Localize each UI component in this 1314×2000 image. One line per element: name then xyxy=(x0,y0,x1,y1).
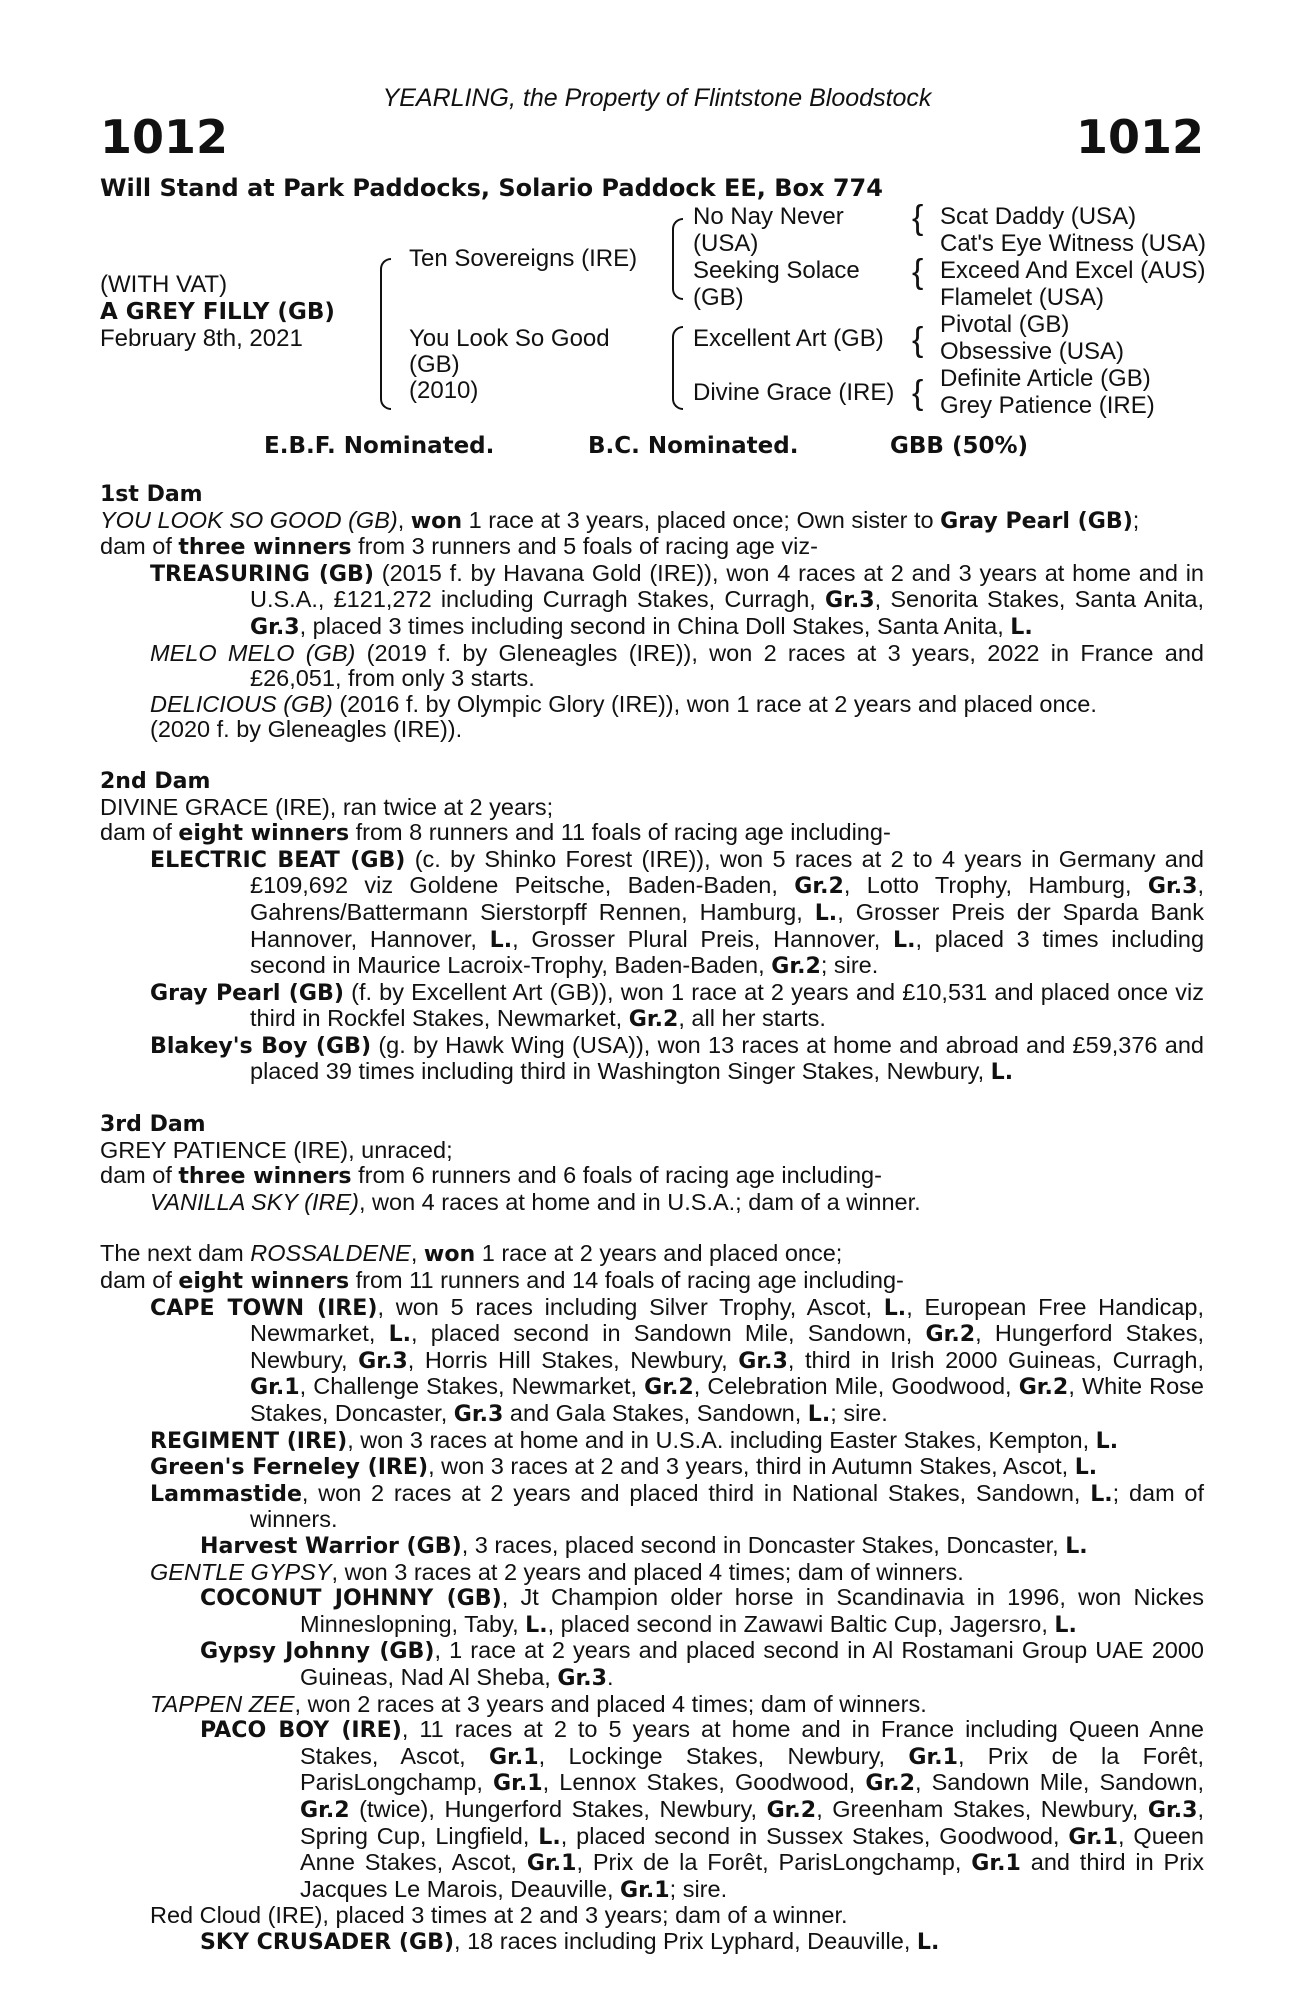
first-dam-produce-summary: dam of three winners from 3 runners and 5 foals of racing age viz- xyxy=(100,533,818,561)
produce-entry: PACO BOY (IRE), 11 races at 2 to 5 years at home and in France including Queen Anne Stakes, Ascot, Gr.1, Lockinge Stakes, Newbury, Gr.1, Prix de la Forêt, ParisLongchamp, Gr.1, Lennox Stakes, Goodwood, Gr.2, Sandown Mile, Sandown, Gr.2 (twice), Hungerford Stakes, Newbury, Gr.2, Greenham Stakes, Newbury, Gr.3, Spring Cup, Lingfield, L., placed second in Sussex Stakes, Goodwood, Gr.1, Queen Anne Stakes, Ascot, Gr.1, Prix de la Forêt, ParisLongchamp, Gr.1 and third in Prix Jacques Le Marois, Deauville, Gr.1; sire. xyxy=(200,1716,1205,1903)
dam-sire-sire: Pivotal (GB) xyxy=(940,311,1070,338)
produce-entry: SKY CRUSADER (GB), 18 races including Prix Lyphard, Deauville, L. xyxy=(200,1927,940,1955)
pedigree-brace-main xyxy=(380,258,391,410)
pedigree-brace-sire xyxy=(672,218,683,300)
produce-entry: Gray Pearl (GB) (f. by Excellent Art (GB)), won 1 race at 2 years and £10,531 and placed once viz third in Rockfel Stakes, Newmarket, Gr.2, all her starts. xyxy=(150,978,1204,1033)
horse-name: A GREY FILLY (GB) xyxy=(100,299,335,325)
produce-entry: DELICIOUS (GB) (2016 f. by Olympic Glory (IRE)), won 1 race at 2 years and placed once. xyxy=(150,690,1097,717)
produce-entry: GENTLE GYPSY, won 3 races at 2 years and placed 4 times; dam of winners. xyxy=(150,1558,964,1585)
produce-entry: Harvest Warrior (GB), 3 races, placed second in Doncaster Stakes, Doncaster, L. xyxy=(200,1531,1088,1559)
third-dam-produce-summary: dam of three winners from 6 runners and 6 foals of racing age including- xyxy=(100,1162,882,1190)
next-dam-line: The next dam ROSSALDENE, won 1 race at 2 years and placed once; xyxy=(100,1240,843,1268)
catalogue-body xyxy=(100,482,1204,1955)
third-dam-heading: 3rd Dam xyxy=(100,1112,206,1138)
brace-g3-2: { xyxy=(912,253,924,291)
produce-entry: REGIMENT (IRE), won 3 races at home and in U.S.A. including Easter Stakes, Kempton, L. xyxy=(150,1426,1119,1454)
produce-entry: TAPPEN ZEE, won 2 races at 3 years and placed 4 times; dam of winners. xyxy=(150,1690,927,1717)
dam-sire-dam: Obsessive (USA) xyxy=(940,338,1125,365)
first-dam-heading: 1st Dam xyxy=(100,482,203,507)
sire-dam-country: (GB) xyxy=(693,284,744,311)
brace-g3-1: { xyxy=(912,199,924,237)
second-dam-produce-summary: dam of eight winners from 8 runners and 11 foals of racing age including- xyxy=(100,819,891,847)
produce-entry: Gypsy Johnny (GB), 1 race at 2 years and placed second in Al Rostamani Group UAE 2000 Guineas, Nad Al Sheba, Gr.3. xyxy=(200,1637,1204,1691)
first-dam-line: YOU LOOK SO GOOD (GB), won 1 race at 3 years, placed once; Own sister to Gray Pearl (GB); xyxy=(100,506,1140,534)
dam-dam-name: Divine Grace (IRE) xyxy=(693,379,895,406)
next-dam-produce-summary: dam of eight winners from 11 runners and 14 foals of racing age including- xyxy=(100,1267,904,1295)
second-dam-line: DIVINE GRACE (IRE), ran twice at 2 years; xyxy=(100,793,554,820)
dam-year: (2010) xyxy=(409,377,479,404)
produce-entry: MELO MELO (GB) (2019 f. by Gleneagles (IRE)), won 2 races at 3 years, 2022 in France and £26,051, from only 3 starts. xyxy=(150,639,1204,692)
produce-entry: Blakey's Boy (GB) (g. by Hawk Wing (USA)), won 13 races at home and abroad and £59,376 and placed 39 times including third in Washington Singer Stakes, Newbury, L. xyxy=(150,1031,1204,1086)
dam-dam-dam: Grey Patience (IRE) xyxy=(940,392,1155,419)
dam-name-country: (GB) xyxy=(409,351,460,378)
produce-entry: COCONUT JOHNNY (GB), Jt Champion older horse in Scandinavia in 1996, won Nickes Minneslopning, Taby, L., placed second in Zawawi Baltic Cup, Jagersro, L. xyxy=(200,1584,1204,1638)
dam-name: You Look So Good xyxy=(409,325,610,352)
lot-number-right: 1012 xyxy=(1075,110,1204,164)
bc-nomination: B.C. Nominated. xyxy=(588,433,799,459)
produce-entry: Lammastide, won 2 races at 2 years and placed third in National Stakes, Sandown, L.; dam of winners. xyxy=(150,1479,1204,1533)
ebf-nomination: E.B.F. Nominated. xyxy=(264,433,495,459)
third-dam-line: GREY PATIENCE (IRE), unraced; xyxy=(100,1136,453,1163)
horse-dob: February 8th, 2021 xyxy=(100,325,303,352)
produce-entry: (2020 f. by Gleneagles (IRE)). xyxy=(150,716,463,743)
produce-entry: Red Cloud (IRE), placed 3 times at 2 and 3 years; dam of a winner. xyxy=(150,1902,848,1929)
sire-sire-name: No Nay Never xyxy=(693,203,844,230)
second-dam-heading: 2nd Dam xyxy=(100,768,211,794)
vat-note: (WITH VAT) xyxy=(100,271,228,298)
gbb-nomination: GBB (50%) xyxy=(890,433,1029,459)
produce-entry: VANILLA SKY (IRE), won 4 races at home and in U.S.A.; dam of a winner. xyxy=(150,1188,921,1215)
produce-entry: ELECTRIC BEAT (GB) (c. by Shinko Forest (IRE)), won 5 races at 2 to 4 years in Germany and £109,692 viz Goldene Peitsche, Baden-Baden, Gr.2, Lotto Trophy, Hamburg, Gr.3, Gahrens/Battermann Sierstorpff Rennen, Hamburg, L., Grosser Preis der Sparda Bank Hannover, Hannover, L., Grosser Plural Preis, Hannover, L., placed 3 times including second in Maurice Lacroix-Trophy, Baden-Baden, Gr.2; sire. xyxy=(150,845,1205,980)
sire-dam-name: Seeking Solace xyxy=(693,257,860,284)
sire-dam-dam: Flamelet (USA) xyxy=(940,284,1105,311)
lot-number-left: 1012 xyxy=(100,110,229,164)
dam-dam-sire: Definite Article (GB) xyxy=(940,365,1151,392)
stand-location: Will Stand at Park Paddocks, Solario Paddock EE, Box 774 xyxy=(100,174,883,202)
sire-sire-dam: Cat's Eye Witness (USA) xyxy=(940,230,1206,257)
produce-entry: CAPE TOWN (IRE), won 5 races including Silver Trophy, Ascot, L., European Free Handicap, Newmarket, L., placed second in Sandown Mile, Sandown, Gr.2, Hungerford Stakes, Newbury, Gr.3, Horris Hill Stakes, Newbury, Gr.3, third in Irish 2000 Guineas, Curragh, Gr.1, Challenge Stakes, Newmarket, Gr.2, Celebration Mile, Goodwood, Gr.2, White Rose Stakes, Doncaster, Gr.3 and Gala Stakes, Sandown, L.; sire. xyxy=(150,1293,1205,1427)
brace-g3-3: { xyxy=(912,321,924,359)
brace-g3-4: { xyxy=(912,374,924,412)
sire-name: Ten Sovereigns (IRE) xyxy=(409,245,638,272)
sire-sire-sire: Scat Daddy (USA) xyxy=(940,203,1137,230)
sire-sire-country: (USA) xyxy=(693,230,759,257)
produce-entry: TREASURING (GB) (2015 f. by Havana Gold (IRE)), won 4 races at 2 and 3 years at home and in U.S.A., £121,272 including Curragh Stakes, Curragh, Gr.3, Senorita Stakes, Santa Anita, Gr.3, placed 3 times including second in China Doll Stakes, Santa Anita, L. xyxy=(150,559,1204,640)
page-subtitle: YEARLING, the Property of Flintstone Bloodstock xyxy=(382,84,932,112)
sire-dam-sire: Exceed And Excel (AUS) xyxy=(940,257,1206,284)
pedigree-brace-dam xyxy=(672,326,683,410)
produce-entry: Green's Ferneley (IRE), won 3 races at 2 and 3 years, third in Autumn Stakes, Ascot, L. xyxy=(150,1453,1098,1481)
dam-sire-name: Excellent Art (GB) xyxy=(693,325,884,352)
